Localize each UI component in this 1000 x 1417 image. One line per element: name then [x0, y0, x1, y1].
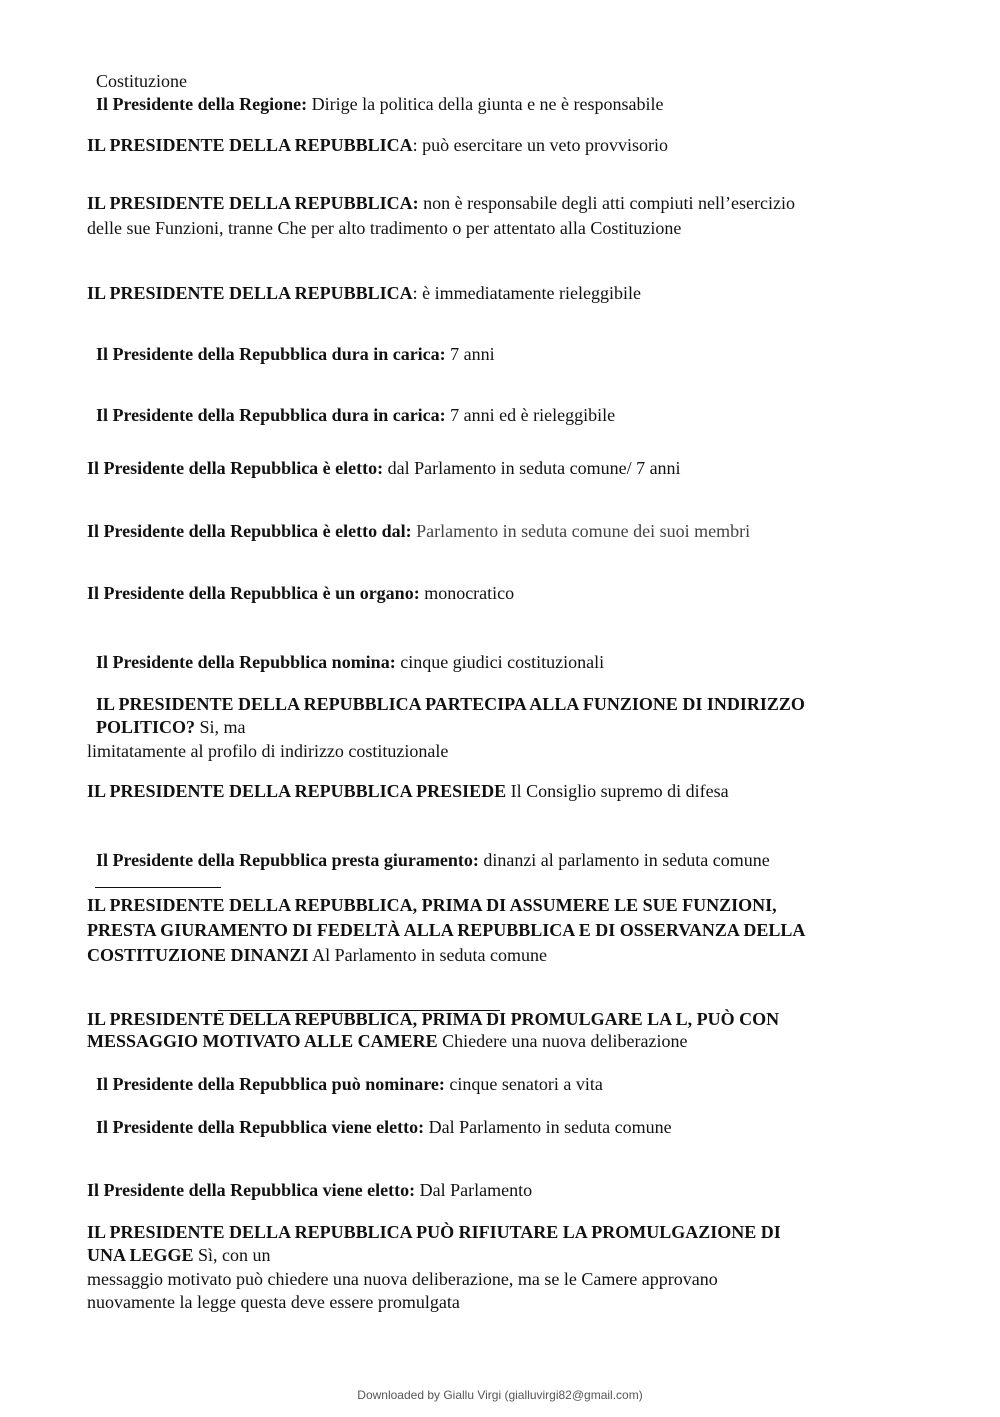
entry-answer: monocratico [419, 583, 515, 603]
entry [96, 650, 604, 674]
entry-answer: Dal Parlamento in seduta comune [424, 1117, 672, 1137]
entry [96, 92, 664, 116]
entry-question: Il Presidente della Repubblica viene eletto: [87, 1180, 416, 1200]
entry-question-continued: COSTITUZIONE DINANZI [87, 945, 309, 965]
entry [96, 403, 615, 427]
entry-question: IL PRESIDENTE DELLA REPUBBLICA [87, 135, 413, 155]
entry [87, 1178, 532, 1202]
entry-answer-continued: messaggio motivato può chiedere una nuova deliberazione, ma se le Camere approvano [87, 1269, 718, 1289]
entry-answer: : è immediatamente rieleggibile [412, 283, 642, 303]
entry-answer: Dirige la politica della giunta e ne è responsabile [307, 94, 664, 114]
entry [87, 191, 795, 215]
entry-answer-continued: delle sue Funzioni, tranne Che per alto tradimento o per attentato alla Costituzione [87, 218, 682, 238]
entry [87, 581, 514, 605]
entry-question: Il Presidente della Repubblica è un organo: [87, 583, 420, 603]
entry-answer: Dal Parlamento [415, 1180, 533, 1200]
entry-question-continued: PRESTA GIURAMENTO DI FEDELTÀ ALLA REPUBBLICA E DI OSSERVANZA DELLA [87, 920, 806, 940]
entry-answer: : può esercitare un veto provvisorio [412, 135, 669, 155]
entry-answer: Si, ma [195, 717, 246, 737]
entry [87, 456, 681, 480]
entry-answer: Parlamento in seduta comune dei suoi membri [411, 521, 751, 541]
entry-answer: dinanzi al parlamento in seduta comune [478, 850, 770, 870]
entry-answer: Costituzione [96, 71, 187, 91]
entry-answer: Chiedere una nuova deliberazione [437, 1031, 688, 1051]
entry-answer: Al Parlamento in seduta comune [308, 945, 548, 965]
entry-question: Il Presidente della Repubblica può nominare: [96, 1074, 445, 1094]
entry-answer: cinque giudici costituzionali [395, 652, 605, 672]
entry [87, 943, 547, 967]
entry-question: Il Presidente della Repubblica nomina: [96, 652, 396, 672]
entry-answer: non è responsabile degli atti compiuti nell’esercizio [418, 193, 795, 213]
entry [87, 281, 641, 305]
entry [87, 1243, 271, 1267]
entry-question: IL PRESIDENTE DELLA REPUBBLICA PRESIEDE [87, 781, 507, 801]
entry-question: IL PRESIDENTE DELLA REPUBBLICA PUÒ RIFIUTARE LA PROMULGAZIONE DI [87, 1222, 781, 1242]
entry [87, 1029, 687, 1053]
entry-question: IL PRESIDENTE DELLA REPUBBLICA [87, 283, 413, 303]
download-footer: Downloaded by Giallu Virgi (gialluvirgi82@gmail.com) [357, 1388, 643, 1402]
entry-question: Il Presidente della Repubblica presta giuramento: [96, 850, 479, 870]
entry-question: IL PRESIDENTE DELLA REPUBBLICA, PRIMA DI ASSUMERE LE SUE FUNZIONI, [87, 895, 777, 915]
entry-answer-continued: limitatamente al profilo di indirizzo costituzionale [87, 741, 449, 761]
divider-line [95, 887, 221, 888]
entry-question: Il Presidente della Repubblica dura in carica: [96, 405, 446, 425]
entry-answer: Sì, con un [193, 1245, 271, 1265]
entry-answer: 7 anni ed è rieleggibile [445, 405, 616, 425]
entry [87, 519, 750, 543]
entry-question: IL PRESIDENTE DELLA REPUBBLICA PARTECIPA ALLA FUNZIONE DI INDIRIZZO [96, 694, 805, 714]
entry-question-continued: MESSAGGIO MOTIVATO ALLE CAMERE [87, 1031, 438, 1051]
entry [96, 848, 770, 872]
entry-question: IL PRESIDENTE DELLA REPUBBLICA: [87, 193, 419, 213]
entry [87, 133, 668, 157]
entry-question: Il Presidente della Repubblica è eletto dal: [87, 521, 412, 541]
entry [87, 779, 729, 803]
entry [96, 342, 495, 366]
entry [96, 715, 246, 739]
entry-question: Il Presidente della Repubblica dura in carica: [96, 344, 446, 364]
entry-question: Il Presidente della Repubblica è eletto: [87, 458, 384, 478]
entry [96, 1115, 672, 1139]
entry-answer: dal Parlamento in seduta comune/ 7 anni [383, 458, 681, 478]
entry-answer-continued: nuovamente la legge questa deve essere promulgata [87, 1292, 460, 1312]
entry-question: Il Presidente della Regione: [96, 94, 308, 114]
entry [96, 1072, 603, 1096]
entry-question-continued: POLITICO? [96, 717, 196, 737]
entry-question-continued: UNA LEGGE [87, 1245, 194, 1265]
entry-question: IL PRESIDENTE DELLA REPUBBLICA, PRIMA DI PROMULGARE LA L, PUÒ CON [87, 1009, 780, 1029]
entry-answer: cinque senatori a vita [444, 1074, 603, 1094]
entry-answer: Il Consiglio supremo di difesa [506, 781, 729, 801]
entry-answer: 7 anni [445, 344, 495, 364]
entry-question: Il Presidente della Repubblica viene eletto: [96, 1117, 425, 1137]
